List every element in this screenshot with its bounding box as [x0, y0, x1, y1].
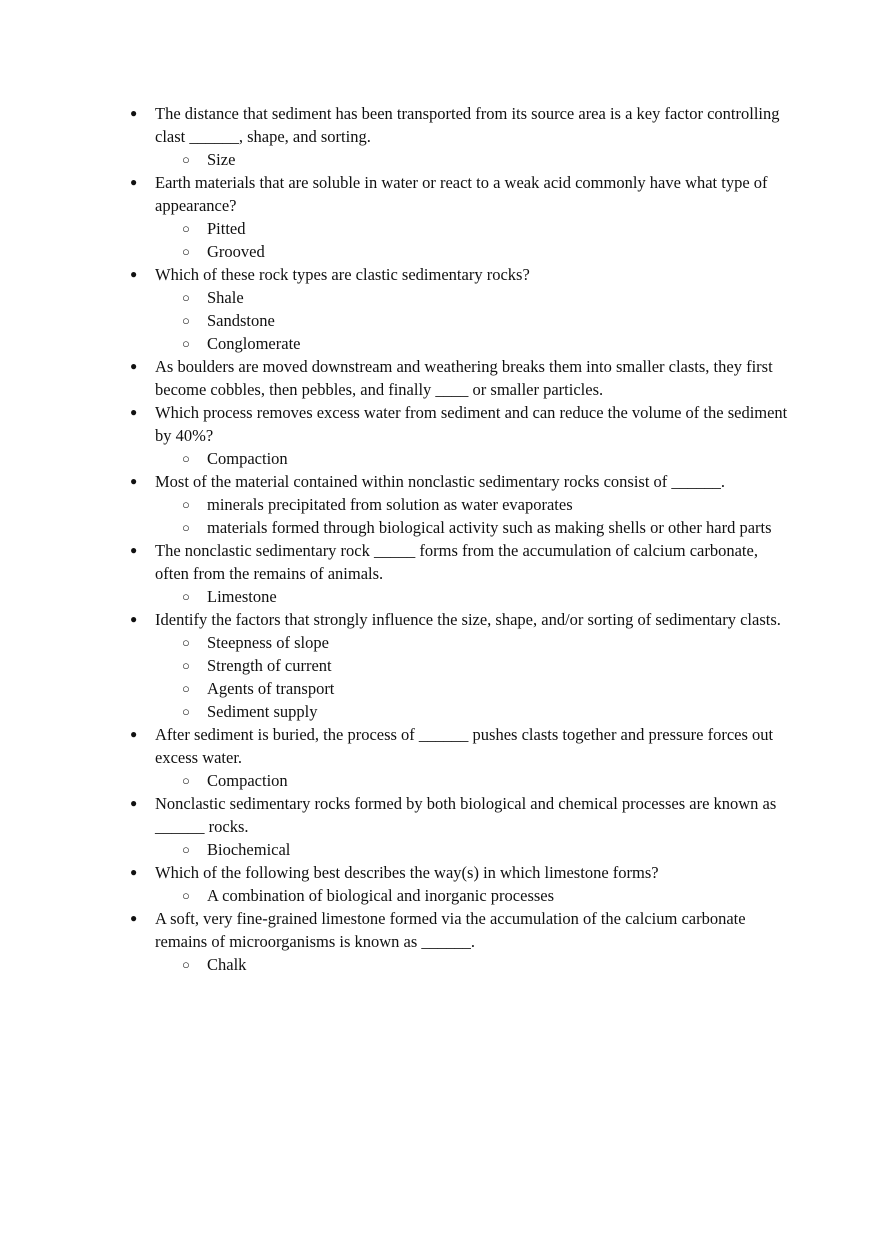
answer-item: ○ Strength of current — [207, 654, 795, 677]
answer-list — [155, 838, 795, 861]
answer-item: ○ Compaction — [207, 769, 795, 792]
answer-item: ○ Pitted — [207, 217, 795, 240]
question-item — [155, 792, 795, 861]
answer-item: ○ A combination of biological and inorganic processes — [207, 884, 795, 907]
answer-item: ○ Conglomerate — [207, 332, 795, 355]
answer-item: ○ Agents of transport — [207, 677, 795, 700]
answer-list — [155, 769, 795, 792]
question-item — [155, 539, 795, 608]
question-item — [155, 401, 795, 470]
answer-list — [155, 493, 795, 539]
question-item — [155, 355, 795, 401]
answer-item: ○ Grooved — [207, 240, 795, 263]
question-text: ● Which process removes excess water from sediment and can reduce the volume of the sediment by 40%? — [155, 403, 788, 445]
answer-list — [155, 447, 795, 470]
question-text: ● After sediment is buried, the process of ______ pushes clasts together and pressure forces out excess water. — [155, 725, 774, 767]
question-text: ● A soft, very fine-grained limestone formed via the accumulation of the calcium carbonate remains of microorganisms is known as ______. — [155, 909, 746, 951]
answer-list — [155, 286, 795, 355]
question-item — [155, 907, 795, 976]
answer-item: ○ Sandstone — [207, 309, 795, 332]
answer-item: ○ Limestone — [207, 585, 795, 608]
answer-list — [155, 953, 795, 976]
question-item — [155, 608, 795, 723]
question-text: ● Which of these rock types are clastic sedimentary rocks? — [155, 265, 530, 284]
question-text: ● Identify the factors that strongly influence the size, shape, and/or sorting of sedimentary clasts. — [155, 610, 781, 629]
answer-list — [155, 148, 795, 171]
question-text: ● The nonclastic sedimentary rock _____ forms from the accumulation of calcium carbonate, often from the remains of animals. — [155, 541, 758, 583]
question-item — [155, 171, 795, 263]
answer-item: ○ Compaction — [207, 447, 795, 470]
question-item — [155, 470, 795, 539]
question-text: ● Nonclastic sedimentary rocks formed by both biological and chemical processes are known as ______ rocks. — [155, 794, 777, 836]
answer-list — [155, 884, 795, 907]
question-item — [155, 861, 795, 907]
question-list — [155, 102, 795, 976]
question-item — [155, 263, 795, 355]
answer-list — [155, 217, 795, 263]
question-item — [155, 102, 795, 171]
answer-item: ○ Chalk — [207, 953, 795, 976]
answer-item: ○ Steepness of slope — [207, 631, 795, 654]
answer-item: ○ Sediment supply — [207, 700, 795, 723]
question-text: ● The distance that sediment has been transported from its source area is a key factor controlling clast ______, shape, and sorting. — [155, 104, 780, 146]
answer-list — [155, 631, 795, 723]
answer-list — [155, 585, 795, 608]
answer-item: ○ minerals precipitated from solution as water evaporates — [207, 493, 795, 516]
question-text: ● Earth materials that are soluble in water or react to a weak acid commonly have what type of appearance? — [155, 173, 768, 215]
answer-item: ○ Biochemical — [207, 838, 795, 861]
answer-item: ○ materials formed through biological activity such as making shells or other hard parts — [207, 516, 795, 539]
question-item — [155, 723, 795, 792]
answer-item: ○ Size — [207, 148, 795, 171]
question-text: ● Which of the following best describes the way(s) in which limestone forms? — [155, 863, 659, 882]
answer-item: ○ Shale — [207, 286, 795, 309]
question-text: ● Most of the material contained within nonclastic sedimentary rocks consist of ______. — [155, 472, 726, 491]
question-text: ● As boulders are moved downstream and weathering breaks them into smaller clasts, they first become cobbles, then pebbles, and finally ____ or smaller particles. — [155, 357, 773, 399]
